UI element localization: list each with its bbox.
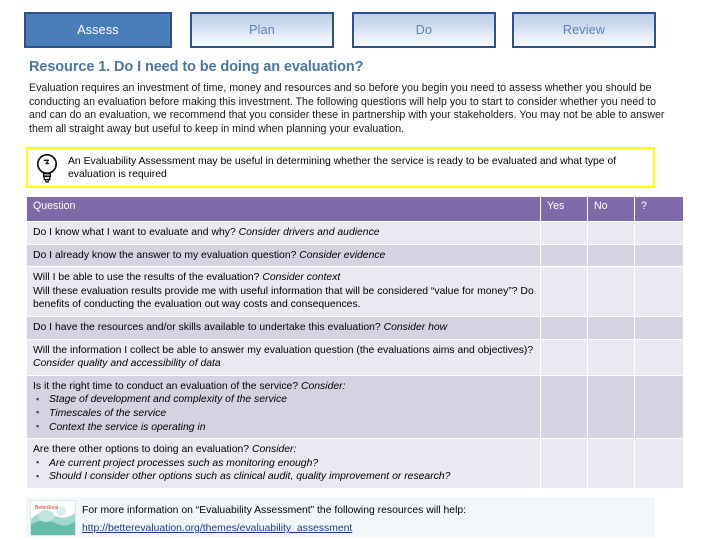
- workflow-tab-bar: [0, 12, 720, 50]
- question-hint: Consider drivers and audience: [238, 227, 380, 238]
- question-hint: Consider context: [262, 272, 341, 284]
- question-bullet-list: [33, 393, 534, 434]
- svg-text:BetterEval: BetterEval: [35, 505, 59, 511]
- table-row: [27, 267, 684, 317]
- tab-plan-label: Plan: [249, 23, 275, 37]
- question-bullet: ▪ Timescales of the service: [33, 407, 534, 421]
- answer-cell-unsure[interactable]: [635, 439, 684, 489]
- tab-assess-label: Assess: [77, 23, 119, 37]
- betterevaluation-link[interactable]: http://betterevaluation.org/themes/evaluability_assessment: [82, 523, 353, 534]
- question-bullet: ▪ Should I consider other options such as clinical audit, quality improvement or research?: [33, 470, 534, 484]
- question-hint: Consider:: [251, 444, 297, 456]
- callout-text: An Evaluability Assessment may be useful in determining whether the service is ready to be evaluated and what type of evaluation is required: [68, 155, 617, 180]
- column-header-unsure: ?: [635, 197, 684, 222]
- question-checklist-table: [26, 196, 684, 489]
- answer-cell-no[interactable]: [588, 375, 635, 438]
- answer-cell-no[interactable]: [588, 222, 635, 245]
- column-header-yes: Yes: [541, 197, 588, 222]
- answer-cell-no[interactable]: [588, 267, 635, 317]
- answer-cell-unsure[interactable]: [635, 316, 684, 339]
- tab-plan[interactable]: [190, 12, 334, 48]
- tab-do-label: Do: [415, 23, 433, 37]
- table-row: [27, 375, 684, 438]
- answer-cell-yes[interactable]: [541, 244, 588, 267]
- question-cell: [27, 339, 541, 375]
- tab-review-label: Review: [562, 23, 606, 37]
- table-header-row: [27, 197, 684, 222]
- question-line: Are there other options to doing an evaluation? Consider:: [33, 444, 297, 456]
- column-header-question: Question: [27, 197, 541, 222]
- question-cell: [27, 316, 541, 339]
- question-line: Will I be able to use the results of the evaluation? Consider context: [33, 272, 341, 284]
- question-line: Is it the right time to conduct an evaluation of the service? Consider:: [33, 380, 346, 392]
- table-row: [27, 222, 684, 245]
- question-line: Do I know what I want to evaluate and why? Consider drivers and audience: [33, 227, 380, 238]
- question-cell: [27, 222, 541, 245]
- answer-cell-unsure[interactable]: [635, 375, 684, 438]
- column-header-no: No: [588, 197, 635, 222]
- question-hint: Consider evidence: [299, 249, 386, 261]
- answer-cell-unsure[interactable]: [635, 267, 684, 317]
- question-cell: [27, 375, 541, 438]
- question-bullet: ▪ Are current project processes such as monitoring enough?: [33, 457, 534, 471]
- table-row: [27, 244, 684, 267]
- question-bullet: ▪ Context the service is operating in: [33, 421, 534, 435]
- table-row: [27, 439, 684, 489]
- table-row: [27, 316, 684, 339]
- tab-do[interactable]: [352, 12, 496, 48]
- answer-cell-no[interactable]: [588, 439, 635, 489]
- question-hint: Consider how: [383, 321, 448, 333]
- betterevaluation-logo-image: [30, 500, 76, 536]
- table-row: [27, 339, 684, 375]
- tab-assess[interactable]: [24, 12, 172, 48]
- answer-cell-yes[interactable]: [541, 375, 588, 438]
- question-line: Do I already know the answer to my evaluation question? Consider evidence: [33, 249, 386, 261]
- question-cell: [27, 244, 541, 267]
- question-hint: Consider:: [301, 380, 346, 392]
- tab-review[interactable]: [512, 12, 656, 48]
- table-body: [27, 222, 684, 489]
- page-title: Resource 1. Do I need to be doing an evaluation?: [29, 59, 364, 75]
- answer-cell-unsure[interactable]: [635, 222, 684, 245]
- question-cell: [27, 267, 541, 317]
- question-cell: [27, 439, 541, 489]
- question-hint: Consider quality and accessibility of data: [33, 358, 221, 370]
- answer-cell-no[interactable]: [588, 244, 635, 267]
- intro-paragraph: Evaluation requires an investment of time, money and resources and so before you begin you need to assess whether you should be conducting an evaluation before making this investment. The following questions will help you to start to consider whether you need to and can do an evaluation, we recommend that you consider these in partnership with your stakeholders. You may not be able to answer them all straight away but useful to keep in mind when planning your evaluation.: [29, 82, 665, 135]
- answer-cell-yes[interactable]: [541, 439, 588, 489]
- lightbulb-icon: [34, 151, 60, 185]
- answer-cell-yes[interactable]: [541, 339, 588, 375]
- footer-text: For more information on “Evaluability Assessment” the following resources will help:: [82, 505, 467, 516]
- question-bullet: ▪ Stage of development and complexity of the service: [33, 393, 534, 407]
- answer-cell-unsure[interactable]: [635, 244, 684, 267]
- question-line: Will these evaluation results provide me with useful information that will be considered “value for money”? Do benefits of conducting the evaluation out way costs and consequences.: [33, 285, 534, 311]
- answer-cell-yes[interactable]: [541, 222, 588, 245]
- answer-cell-no[interactable]: [588, 339, 635, 375]
- resources-footer: [26, 497, 655, 537]
- evaluability-callout-box: [26, 147, 655, 188]
- question-line: Do I have the resources and/or skills available to undertake this evaluation? Consider how: [33, 321, 448, 333]
- answer-cell-yes[interactable]: [541, 316, 588, 339]
- answer-cell-unsure[interactable]: [635, 339, 684, 375]
- answer-cell-no[interactable]: [588, 316, 635, 339]
- question-bullet-list: [33, 457, 534, 484]
- question-line: Will the information I collect be able to answer my evaluation question (the evaluations aims and objectives)? Consider quality and accessibility of data: [33, 344, 534, 370]
- answer-cell-yes[interactable]: [541, 267, 588, 317]
